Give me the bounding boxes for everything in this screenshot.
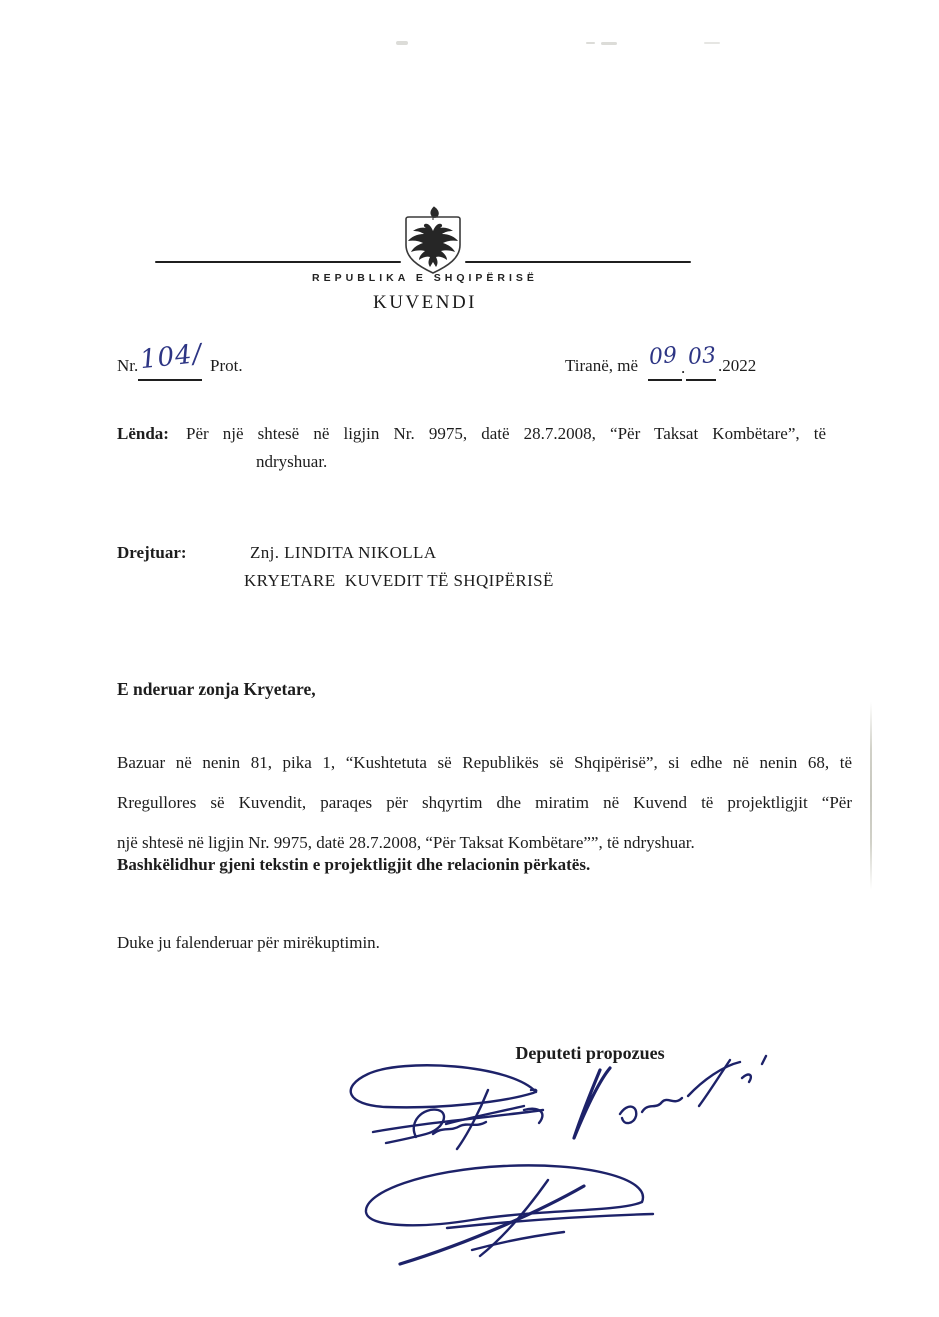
scan-smudge bbox=[396, 41, 408, 45]
date-day-handwritten: 09 bbox=[647, 342, 679, 371]
institution-name: KUVENDI bbox=[372, 292, 478, 313]
addressee-title: KRYETARE KUVEDIT TË SHQIPËRISË bbox=[244, 571, 554, 590]
albania-eagle-emblem-icon bbox=[400, 205, 466, 275]
date-dot: . bbox=[681, 358, 686, 377]
attachment-note: Bashkëlidhur gjeni tekstin e projektligjit dhe relacionin përkatës. bbox=[117, 855, 591, 874]
subject-line-2: ndryshuar. bbox=[256, 452, 328, 471]
date-month-handwritten: 03 bbox=[687, 343, 717, 370]
letterhead-rule-left bbox=[155, 261, 401, 263]
letterhead-rule-right bbox=[465, 261, 691, 263]
handwritten-signature-icon bbox=[338, 1052, 770, 1164]
prot-label: Prot. bbox=[210, 356, 243, 375]
subject-line-1: Për një shtesë në ligjin Nr. 9975, datë 28.7.2008, “Për Taksat Kombëtare”, të bbox=[186, 424, 826, 443]
body-paragraph-1-line-2: Rregullores së Kuvendit, paraqes për shqyrtim dhe miratim në Kuvend të projektligjit “Për bbox=[117, 793, 852, 812]
addressee-label: Drejtuar: bbox=[117, 543, 187, 562]
date-year: .2022 bbox=[718, 356, 757, 375]
salutation: E nderuar zonja Kryetare, bbox=[117, 679, 316, 699]
republic-label: REPUBLIKA E SHQIPËRISË bbox=[312, 272, 538, 284]
signature-flourish-icon bbox=[352, 1158, 664, 1278]
scan-artifact-line bbox=[870, 702, 872, 890]
nr-label: Nr. bbox=[117, 356, 139, 375]
body-paragraph-1-line-1: Bazuar në nenin 81, pika 1, “Kushtetuta së Republikës së Shqipërisë”, si edhe në nenin 68, të bbox=[117, 753, 852, 772]
date-day-underline bbox=[648, 379, 682, 381]
signer-role-label: Deputeti propozues bbox=[515, 1043, 665, 1063]
date-month-underline bbox=[686, 379, 716, 381]
scan-smudge bbox=[704, 42, 720, 44]
protocol-number-handwritten: 104/ bbox=[138, 338, 204, 376]
scan-smudge bbox=[601, 42, 617, 45]
addressee-name: Znj. LINDITA NIKOLLA bbox=[250, 543, 437, 562]
subject-label: Lënda: bbox=[117, 424, 169, 443]
scan-smudge bbox=[586, 42, 595, 44]
body-paragraph-1-line-3: një shtesë në ligjin Nr. 9975, datë 28.7.2008, “Për Taksat Kombëtare””, të ndryshuar. bbox=[117, 833, 695, 852]
city-date-label: Tiranë, më bbox=[565, 356, 639, 375]
closing-line: Duke ju falenderuar për mirëkuptimin. bbox=[117, 933, 380, 952]
protocol-underline bbox=[138, 379, 202, 381]
